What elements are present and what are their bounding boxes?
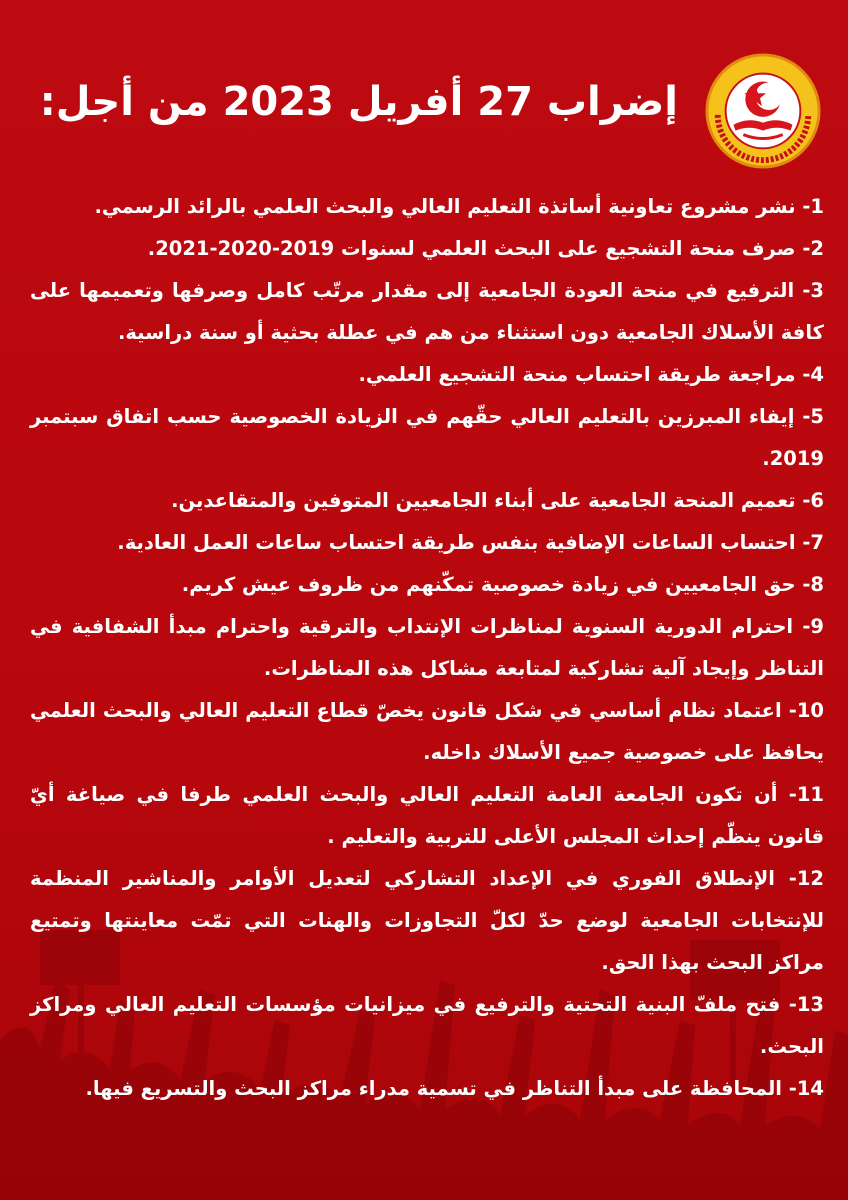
list-item: 13- فتح ملفّ البنية التحتية والترفيع في ميزانيات مؤسسات التعليم العالي ومراكز البحث.: [30, 993, 824, 1058]
page-title: إضراب 27 أفريل 2023 من أجل:: [39, 79, 678, 125]
list-item: 3- الترفيع في منحة العودة الجامعية إلى مقدار مرتّب كامل وصرفها وتعميمها على كافة الأسلاك الجامعية دون استثناء من هم في عطلة بحثية أو سنة دراسية.: [30, 279, 824, 344]
list-item: 8- حق الجامعيين في زيادة خصوصية تمكّنهم من ظروف عيش كريم.: [181, 573, 824, 596]
list-item: 7- احتساب الساعات الإضافية بنفس طريقة احتساب ساعات العمل العادية.: [117, 531, 824, 554]
list-item: 14- المحافظة على مبدأ التناظر في تسمية مدراء مراكز البحث والتسريع فيها.: [85, 1077, 824, 1100]
list-item: 5- إيفاء المبرزين بالتعليم العالي حقّهم في الزيادة الخصوصية حسب اتفاق سبتمبر 2019.: [30, 405, 824, 470]
demands-list: [30, 186, 824, 1110]
list-item: 12- الإنطلاق الفوري في الإعداد التشاركي لتعديل الأوامر والمناشير المنظمة للإنتخابات الجامعية لوضع حدّ لكلّ التجاوزات والهنات التي تمّت معاينتها وتمتيع مراكز البحث بهذا الحق.: [30, 867, 824, 974]
list-item: 10- اعتماد نظام أساسي في شكل قانون يخصّ قطاع التعليم العالي والبحث العلمي يحافظ على خصوصية جميع الأسلاك داخله.: [30, 699, 824, 764]
ugtt-logo: [704, 52, 822, 170]
list-item: 2- صرف منحة التشجيع على البحث العلمي لسنوات 2019-2020-2021.: [147, 237, 824, 260]
list-item: 9- احترام الدورية السنوية لمناظرات الإنتداب والترقية واحترام مبدأ الشفافية في التناظر وإيجاد آلية تشاركية لمتابعة مشاكل هذه المناظرات.: [30, 615, 824, 680]
list-item: 4- مراجعة طريقة احتساب منحة التشجيع العلمي.: [358, 363, 824, 386]
list-item: 1- نشر مشروع تعاونية أساتذة التعليم العالي والبحث العلمي بالرائد الرسمي.: [94, 195, 824, 218]
list-item: 6- تعميم المنحة الجامعية على أبناء الجامعيين المتوفين والمتقاعدين.: [171, 489, 824, 512]
header: [0, 30, 848, 170]
list-item: 11- أن تكون الجامعة العامة التعليم العالي والبحث العلمي طرفا في صياغة أيّ قانون ينظّم إحداث المجلس الأعلى للتربية والتعليم .: [30, 783, 824, 848]
